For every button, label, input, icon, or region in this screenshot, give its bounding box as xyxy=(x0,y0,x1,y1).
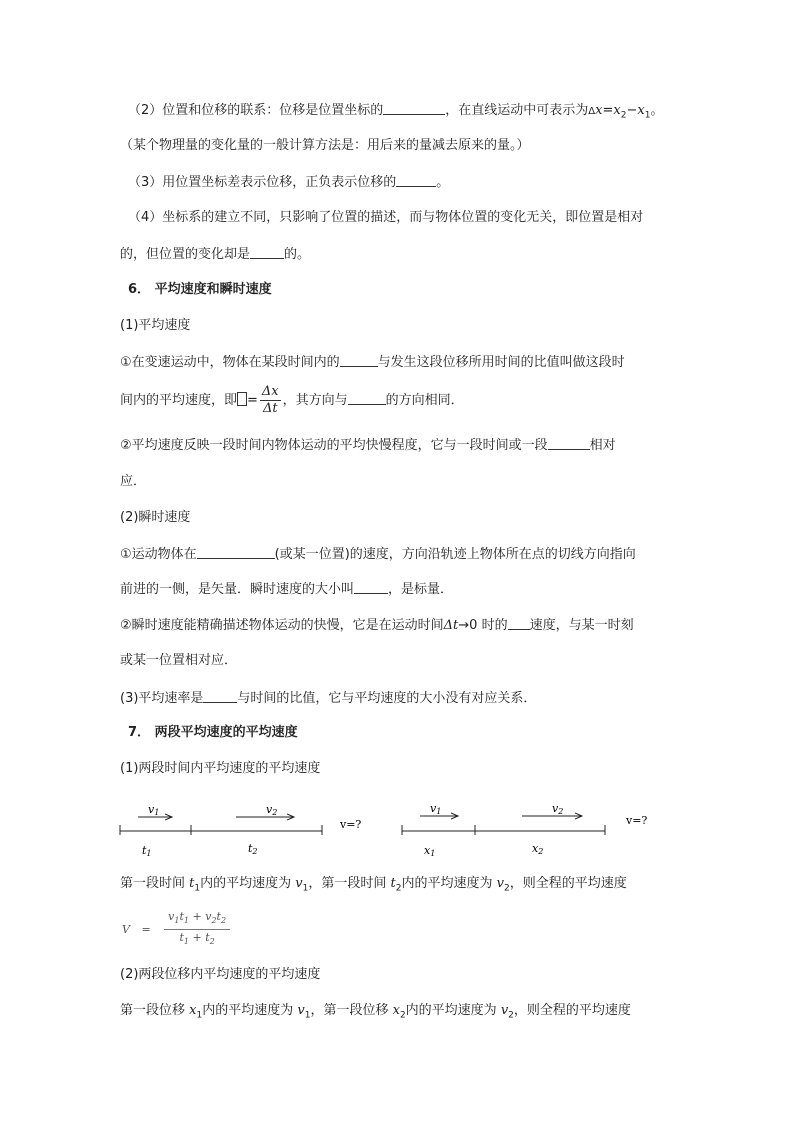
delta-t: Δt xyxy=(443,618,459,633)
denominator: Δt xyxy=(262,401,278,416)
text: 与发生这段位移所用时间的比值叫做这段时 xyxy=(377,355,625,370)
text: 内的平均速度为 xyxy=(405,1003,501,1018)
delta-symbol: Δ xyxy=(588,106,596,117)
segments-diagram xyxy=(110,795,670,865)
text: →0 时的 xyxy=(458,618,508,633)
var-t1: t xyxy=(189,876,195,891)
minus: − xyxy=(626,103,638,118)
text: ，在直线运动中可表示为 xyxy=(445,103,589,118)
lhs: V xyxy=(122,923,130,937)
two-time-description xyxy=(120,875,627,898)
section-2-line xyxy=(128,101,663,125)
text: 前进的一侧，是矢量．瞬时速度的大小叫 xyxy=(120,582,355,597)
blank xyxy=(203,689,237,703)
text: ①在变速运动中，物体在某段时间内的 xyxy=(120,355,340,370)
var-x2: x xyxy=(613,103,621,118)
blank xyxy=(548,436,590,450)
text: 的方向相同． xyxy=(385,393,464,408)
sub: 1 xyxy=(644,110,651,121)
heading-6: 6． 平均速度和瞬时速度 xyxy=(128,282,272,297)
t2-label: t2 xyxy=(248,842,258,856)
text: ，则全程的平均速度 xyxy=(513,1003,631,1018)
v-question-label: v=? xyxy=(340,818,362,831)
inst-velocity-title: (2)瞬时速度 xyxy=(120,510,191,525)
formula-denominator: $t_1 + t_2$ xyxy=(179,931,215,947)
var-x: x xyxy=(595,103,603,118)
sub: 2 xyxy=(399,1010,406,1021)
text: 第一段时间 xyxy=(120,876,190,891)
text: ，其方向与 xyxy=(282,393,348,408)
v2-label: v2 xyxy=(266,803,278,817)
heading-7: 7． 两段平均速度的平均速度 xyxy=(128,725,298,740)
blank xyxy=(250,245,284,259)
text: 相对 xyxy=(589,438,616,453)
text: 的。 xyxy=(284,247,311,262)
var-x1: x xyxy=(637,103,645,118)
text: 间内的平均速度，即 xyxy=(120,393,238,408)
text: ②瞬时速度能精确描述物体运动的快慢，它是在运动时间 xyxy=(120,618,444,633)
section-4-line2 xyxy=(120,245,310,264)
text: ，是标量． xyxy=(388,582,454,597)
avg-speed-line xyxy=(120,689,536,708)
text: ②平均速度反映一段时间内物体运动的平均快慢程度，它与一段时间或一段 xyxy=(120,438,548,453)
blank xyxy=(354,580,388,594)
avg-velocity-p1 xyxy=(120,353,625,372)
v1-label: v1 xyxy=(148,803,160,817)
sub: 2 xyxy=(395,883,402,894)
average-velocity-formula xyxy=(122,909,232,950)
text: (或某一位置)的速度，方向沿轨迹上物体所在点的切线方向指向 xyxy=(274,547,636,562)
var-x1: x xyxy=(189,1003,197,1018)
time-segments-diagram xyxy=(120,803,361,858)
text: 内的平均速度为 xyxy=(202,1003,298,1018)
v1-label: v1 xyxy=(430,802,442,816)
displacement-segments-diagram xyxy=(402,802,647,858)
inst-velocity-p2-cont: 或某一位置相对应． xyxy=(120,653,238,668)
var-x2: x xyxy=(392,1003,400,1018)
x2-label: x2 xyxy=(532,842,544,856)
blank xyxy=(340,353,378,367)
blank xyxy=(396,173,436,187)
sub: 2 xyxy=(508,1010,514,1021)
blank xyxy=(197,545,275,559)
text: 与时间的比值，它与平均速度的大小没有对应关系． xyxy=(237,691,537,706)
sub: 1 xyxy=(304,1010,311,1021)
t1-label: t1 xyxy=(142,844,152,858)
section-3-line xyxy=(128,173,449,192)
placeholder-box xyxy=(237,392,247,406)
two-displacement-title: (2)两段位移内平均速度的平均速度 xyxy=(120,967,321,982)
var-v1: v xyxy=(297,1003,305,1018)
avg-velocity-p3 xyxy=(120,436,616,455)
equals: = xyxy=(141,923,151,937)
inst-velocity-p1-cont xyxy=(120,580,453,599)
blank xyxy=(383,101,445,115)
blank xyxy=(508,616,530,630)
avg-velocity-title: (1)平均速度 xyxy=(120,318,191,333)
sub: 1 xyxy=(302,883,309,894)
v2-label: v2 xyxy=(552,802,564,816)
numerator: Δx xyxy=(261,384,279,399)
equals: = xyxy=(247,393,258,408)
two-displacement-description xyxy=(120,1002,631,1025)
sub: 2 xyxy=(503,883,510,894)
note-line: （某个物理量的变化量的一般计算方法是：用后来的量减去原来的量。） xyxy=(120,138,530,153)
sub: 1 xyxy=(196,1010,203,1021)
blank xyxy=(348,391,386,405)
text: ，则全程的平均速度 xyxy=(509,876,627,891)
inst-velocity-p2 xyxy=(120,616,634,635)
sub: 2 xyxy=(620,110,627,121)
text: ，第一段位移 xyxy=(310,1003,393,1018)
sub: 1 xyxy=(194,883,201,894)
text: （3）用位置坐标差表示位移，正负表示位移的 xyxy=(128,175,397,190)
equals: = xyxy=(602,103,614,118)
avg-velocity-p2 xyxy=(120,384,464,418)
text: 的，但位置的变化却是 xyxy=(120,247,251,262)
text: 速度，与某一时刻 xyxy=(529,618,634,633)
var-v2: v xyxy=(500,1003,509,1018)
text: ①运动物体在 xyxy=(120,547,197,562)
text: 。 xyxy=(436,175,450,190)
text: 内的平均速度为 xyxy=(401,876,497,891)
avg-velocity-p3-cont: 应． xyxy=(120,474,147,489)
inst-velocity-p1 xyxy=(120,545,636,564)
var-v1: v xyxy=(295,876,303,891)
section-4-line1: （4）坐标系的建立不同，只影响了位置的描述，而与物体位置的变化无关，即位置是相对 xyxy=(128,210,644,225)
text: 第一段位移 xyxy=(120,1003,190,1018)
var-t2: t xyxy=(390,876,396,891)
text: 内的平均速度为 xyxy=(200,876,296,891)
var-v2: v xyxy=(496,876,504,891)
text: 。 xyxy=(650,103,664,118)
text: (3)平均速率是 xyxy=(120,691,204,706)
two-time-title: (1)两段时间内平均速度的平均速度 xyxy=(120,761,321,776)
text: （2）位置和位移的联系：位移是位置坐标的 xyxy=(128,103,384,118)
v-question-label: v=? xyxy=(626,814,648,827)
formula-numerator: $v_1t_1 + v_2t_2$ xyxy=(164,909,230,930)
fraction-dx-dt xyxy=(260,384,281,417)
text: ，第一段时间 xyxy=(308,876,391,891)
x1-label: x1 xyxy=(424,844,436,858)
formula-fraction xyxy=(164,909,230,950)
